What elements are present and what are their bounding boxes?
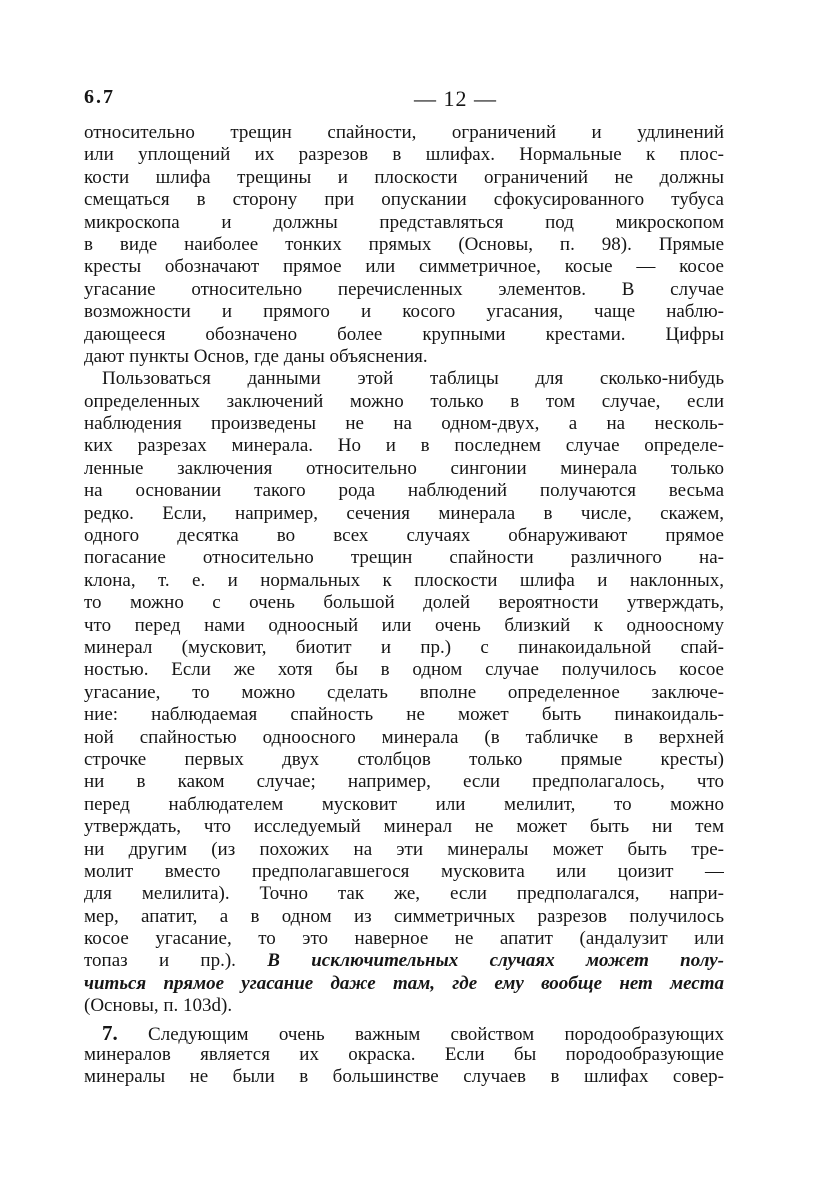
text-line: ни другим (из похожих на эти минералы может быть тре- (84, 838, 724, 860)
text-line: ностью. Если же хотя бы в одном случае получилось косое (84, 659, 724, 681)
section-number: 7. (102, 1021, 118, 1045)
text-roman-segment: топаз и пр.). (84, 950, 236, 972)
text-line: микроскопа и должны представляться под микроскопом (84, 211, 724, 233)
paragraph-2 (84, 368, 724, 1017)
text-line: клона, т. е. и нормальных к плоскости шлифа и наклонных, (84, 569, 724, 591)
text-line: редко. Если, например, сечения минерала в числе, скажем, (84, 502, 724, 524)
text-line: наблюдения произведены не на одном-двух, а на несколь- (84, 413, 724, 435)
text-italic-segment: В исключительных случаях может полу- (267, 950, 724, 972)
signature-mark: 6.7 (84, 86, 115, 108)
paragraph-3 (84, 1022, 724, 1089)
text-line: перед наблюдателем мусковит или мелилит, то можно (84, 793, 724, 815)
text-line: дают пункты Основ, где даны объяснения. (84, 345, 428, 367)
text-line: ни в каком случае; например, если предполагалось, что (84, 771, 724, 793)
text-line: определенных заключений можно только в том случае, если (84, 390, 724, 412)
text-line: ких разрезах минерала. Но и в последнем случае определе- (84, 435, 724, 457)
text-line: или уплощений их разрезов в шлифах. Нормальные к плос- (84, 144, 724, 166)
text-line: косое угасание, то это наверное не апатит (андалузит или (84, 928, 724, 950)
text-line: для мелилита). Точно так же, если предполагался, напри- (84, 883, 724, 905)
text-line: (Основы, п. 103d). (84, 995, 233, 1017)
body-text (84, 122, 724, 1089)
text-line: угасание, то можно сделать вполне определенное заключе- (84, 681, 724, 703)
text-line: ной спайностью одноосного минерала (в табличке в верхней (84, 726, 724, 748)
text-line: минералов является их окраска. Если бы породообразующие (84, 1044, 724, 1066)
text-line: смещаться в сторону при опускании сфокусированного тубуса (84, 189, 724, 211)
text-line: на основании такого рода наблюдений получаются весьма (84, 480, 724, 502)
text-line: кости шлифа трещины и плоскости ограничений не должны (84, 166, 724, 188)
text-line: ленные заключения относительно сингонии минерала только (84, 457, 724, 479)
page-number: — 12 — (414, 86, 497, 111)
text-line: мер, апатит, а в одном из симметричных разрезов получилось (84, 905, 724, 927)
text-line: дающееся обозначено более крупными крестами. Цифры (84, 323, 724, 345)
text-line: минералы не были в большинстве случаев в шлифах совер- (84, 1066, 724, 1088)
text-line: минерал (мусковит, биотит и пр.) с пинакоидальной спай- (84, 636, 724, 658)
text-line: строчке первых двух столбцов только прямые кресты) (84, 748, 724, 770)
page-header (84, 86, 724, 114)
text-line: возможности и прямого и косого угасания, чаще наблю- (84, 301, 724, 323)
italic-line: читься прямое угасание даже там, где ему вообще нет места (84, 972, 724, 994)
text-line: угасание относительно перечисленных элементов. В случае (84, 278, 724, 300)
text-line: Следующим очень важным свойством породообразующих (148, 1023, 724, 1045)
text-line: кресты обозначают прямое или симметричное, косые — косое (84, 256, 724, 278)
paragraph-1 (84, 122, 724, 368)
text-line: утверждать, что исследуемый минерал не может быть ни тем (84, 816, 724, 838)
text-line: погасание относительно трещин спайности различного на- (84, 547, 724, 569)
text-line: что перед нами одноосный или очень близкий к одноосному (84, 614, 724, 636)
text-line: относительно трещин спайности, ограничений и удлинений (84, 122, 724, 143)
text-line: ние: наблюдаемая спайность не может быть пинакоидаль- (84, 704, 724, 726)
text-line: в виде наиболее тонких прямых (Основы, п. 98). Прямые (84, 233, 724, 255)
mixed-style-line (84, 950, 724, 972)
text-line: то можно с очень большой долей вероятности утверждать, (84, 592, 724, 614)
text-line: молит вместо предполагавшегося мусковита или цоизит — (84, 860, 724, 882)
text-line: одного десятка во всех случаях обнаруживают прямое (84, 525, 724, 547)
numbered-line (84, 1022, 724, 1044)
text-line: Пользоваться данными этой таблицы для сколько-нибудь (102, 368, 724, 390)
